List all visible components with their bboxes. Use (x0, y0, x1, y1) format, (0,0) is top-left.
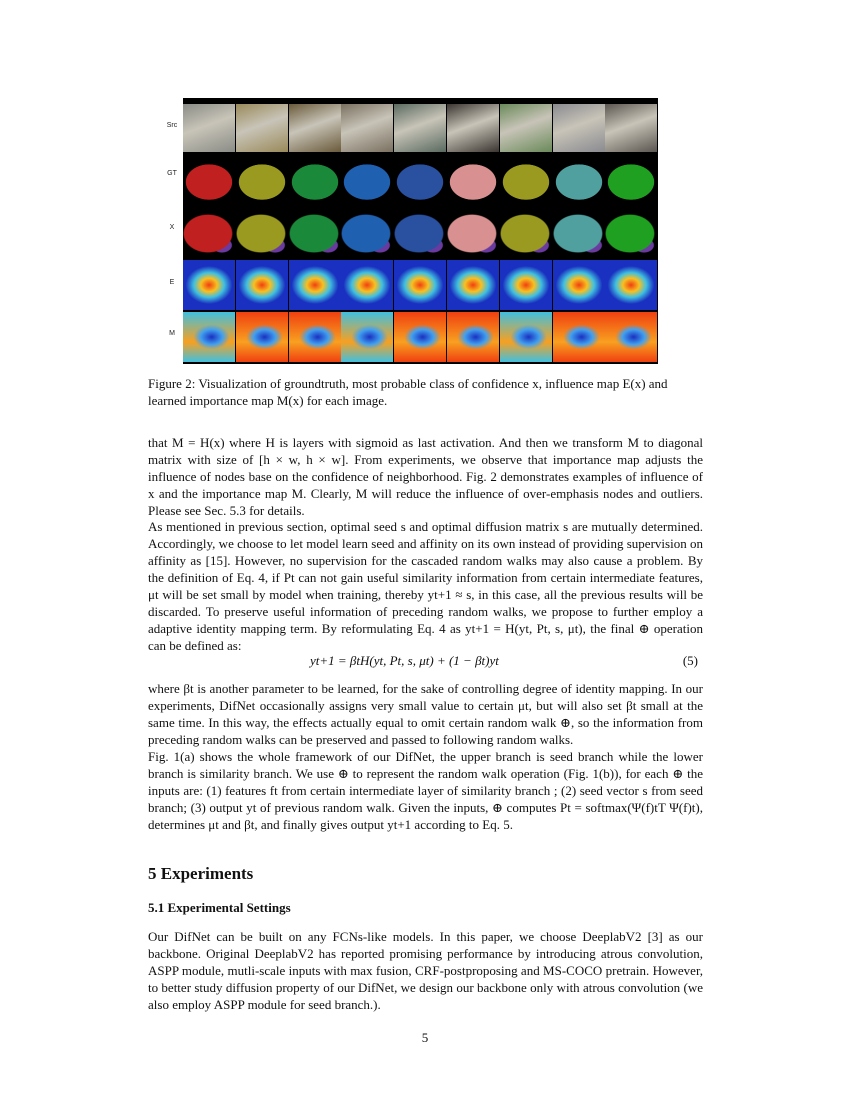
cell-m-9 (605, 312, 657, 362)
cell-m-8 (553, 312, 605, 362)
cell-e-8 (553, 260, 605, 310)
cell-x-6 (447, 207, 499, 258)
paragraph-3: where βt is another parameter to be learned, for the sake of controlling degree of identity mapping. In our experiments, DifNet occasionally assigns very small value to certain μt, but will also set βt small at the same time. In this way, the effects actually equal to omit certain random walk ⊕, so the information from preceding random walks can be preserved and passed to following random walks. (148, 681, 703, 747)
row-label-src: Src (166, 122, 178, 129)
cell-e-1 (183, 260, 235, 310)
cell-e-4 (341, 260, 393, 310)
paragraph-1: that M = H(x) where H is layers with sigmoid as last activation. And then we transform M to diagonal matrix with size of [h × w, h × w]. From experiments, we observe that importance map adjusts the influence of nodes base on the confidence of neighborhood. Fig. 2 demonstrates examples of influence of x and the importance map M. Clearly, M will reduce the influence of over-emphasis nodes and outliers. Please see Sec. 5.3 for details. (148, 435, 703, 518)
equation-number: (5) (682, 653, 698, 668)
cell-src-2 (236, 104, 288, 152)
cell-src-5 (394, 104, 446, 152)
cell-x-8 (553, 207, 605, 258)
cell-gt-9 (605, 154, 657, 205)
cell-m-3 (289, 312, 341, 362)
paragraph-2: As mentioned in previous section, optimal seed s and optimal diffusion matrix s are mutually determined. Accordingly, we choose to let model learn seed and affinity on its own instead of providing supervision on affinity as [15]. However, no supervision for the cascaded random walks may also cause a problem. By the definition of Eq. 4, if Pt can not gain useful similarity information from certain intermediate features, μt will be set small by model when training, thereby yt+1 ≈ s, in this case, all the previous results will be discarded. To preserve useful information of preceding random walks, we propose to further employ a adaptive identity mapping term. By reformulating Eq. 4 as yt+1 = H(yt, Pt, s, μt), the final ⊕ operation can be defined as: (148, 519, 703, 653)
cell-e-3 (289, 260, 341, 310)
cell-gt-4 (341, 154, 393, 205)
cell-src-6 (447, 104, 499, 152)
cell-src-3 (289, 104, 341, 152)
cell-x-5 (394, 207, 446, 258)
cell-x-4 (341, 207, 393, 258)
cell-src-4 (341, 104, 393, 152)
section-heading: 5 Experiments (148, 864, 254, 883)
visualization-grid (183, 98, 658, 364)
cell-x-2 (236, 207, 288, 258)
cell-m-2 (236, 312, 288, 362)
row-label-gt: GT (167, 170, 177, 177)
cell-x-7 (500, 207, 552, 258)
row-label-x: X (169, 224, 175, 231)
page-number: 5 (421, 1030, 429, 1045)
equation-body: yt+1 = βtH(yt, Pt, s, μt) + (1 − βt)yt (310, 653, 499, 668)
cell-m-1 (183, 312, 235, 362)
cell-x-9 (605, 207, 657, 258)
cell-src-7 (500, 104, 552, 152)
cell-src-8 (553, 104, 605, 152)
paragraph-5: Our DifNet can be built on any FCNs-like models. In this paper, we choose DeeplabV2 [3] as our backbone. Original DeeplabV2 has reported promising performance by introducing atrous convolution, ASPP module, mutli-scale inputs with max fusion, CRF-postproposing and MS-COCO pretrain. However, to better study diffusion property of our DifNet, we design our backbone only with atrous convolution (we also employ ASPP module for seed branch.). (148, 929, 703, 1012)
paragraph-4: Fig. 1(a) shows the whole framework of our DifNet, the upper branch is seed branch while the lower branch is similarity branch. We use ⊕ to represent the random walk operation (Fig. 1(b)), for each ⊕ the inputs are: (1) features ft from certain intermediate layer of similarity branch ; (2) seed vector s from seed branch; (3) output yt of previous random walk. Given the inputs, ⊕ computes Pt = softmax(Ψ(f)tT Ψ(f)t), determines μt and βt, and finally gives output yt+1 according to Eq. 5. (148, 749, 703, 832)
cell-e-2 (236, 260, 288, 310)
cell-x-3 (289, 207, 341, 258)
cell-gt-1 (183, 154, 235, 205)
cell-m-4 (341, 312, 393, 362)
cell-e-6 (447, 260, 499, 310)
cell-m-6 (447, 312, 499, 362)
cell-src-9 (605, 104, 657, 152)
equation-5 (148, 653, 703, 671)
cell-gt-7 (500, 154, 552, 205)
cell-e-7 (500, 260, 552, 310)
cell-m-7 (500, 312, 552, 362)
cell-m-5 (394, 312, 446, 362)
cell-gt-5 (394, 154, 446, 205)
cell-gt-8 (553, 154, 605, 205)
row-label-m: M (169, 330, 175, 337)
cell-gt-2 (236, 154, 288, 205)
figure-2 (168, 98, 658, 364)
cell-x-1 (183, 207, 235, 258)
cell-gt-6 (447, 154, 499, 205)
cell-e-9 (605, 260, 657, 310)
figure-caption: Figure 2: Visualization of groundtruth, most probable class of confidence x, influence map E(x) and learned importance map M(x) for each image. (148, 376, 668, 408)
subsection-heading: 5.1 Experimental Settings (148, 900, 291, 915)
cell-gt-3 (289, 154, 341, 205)
cell-e-5 (394, 260, 446, 310)
cell-src-1 (183, 104, 235, 152)
row-label-e: E (169, 279, 175, 286)
